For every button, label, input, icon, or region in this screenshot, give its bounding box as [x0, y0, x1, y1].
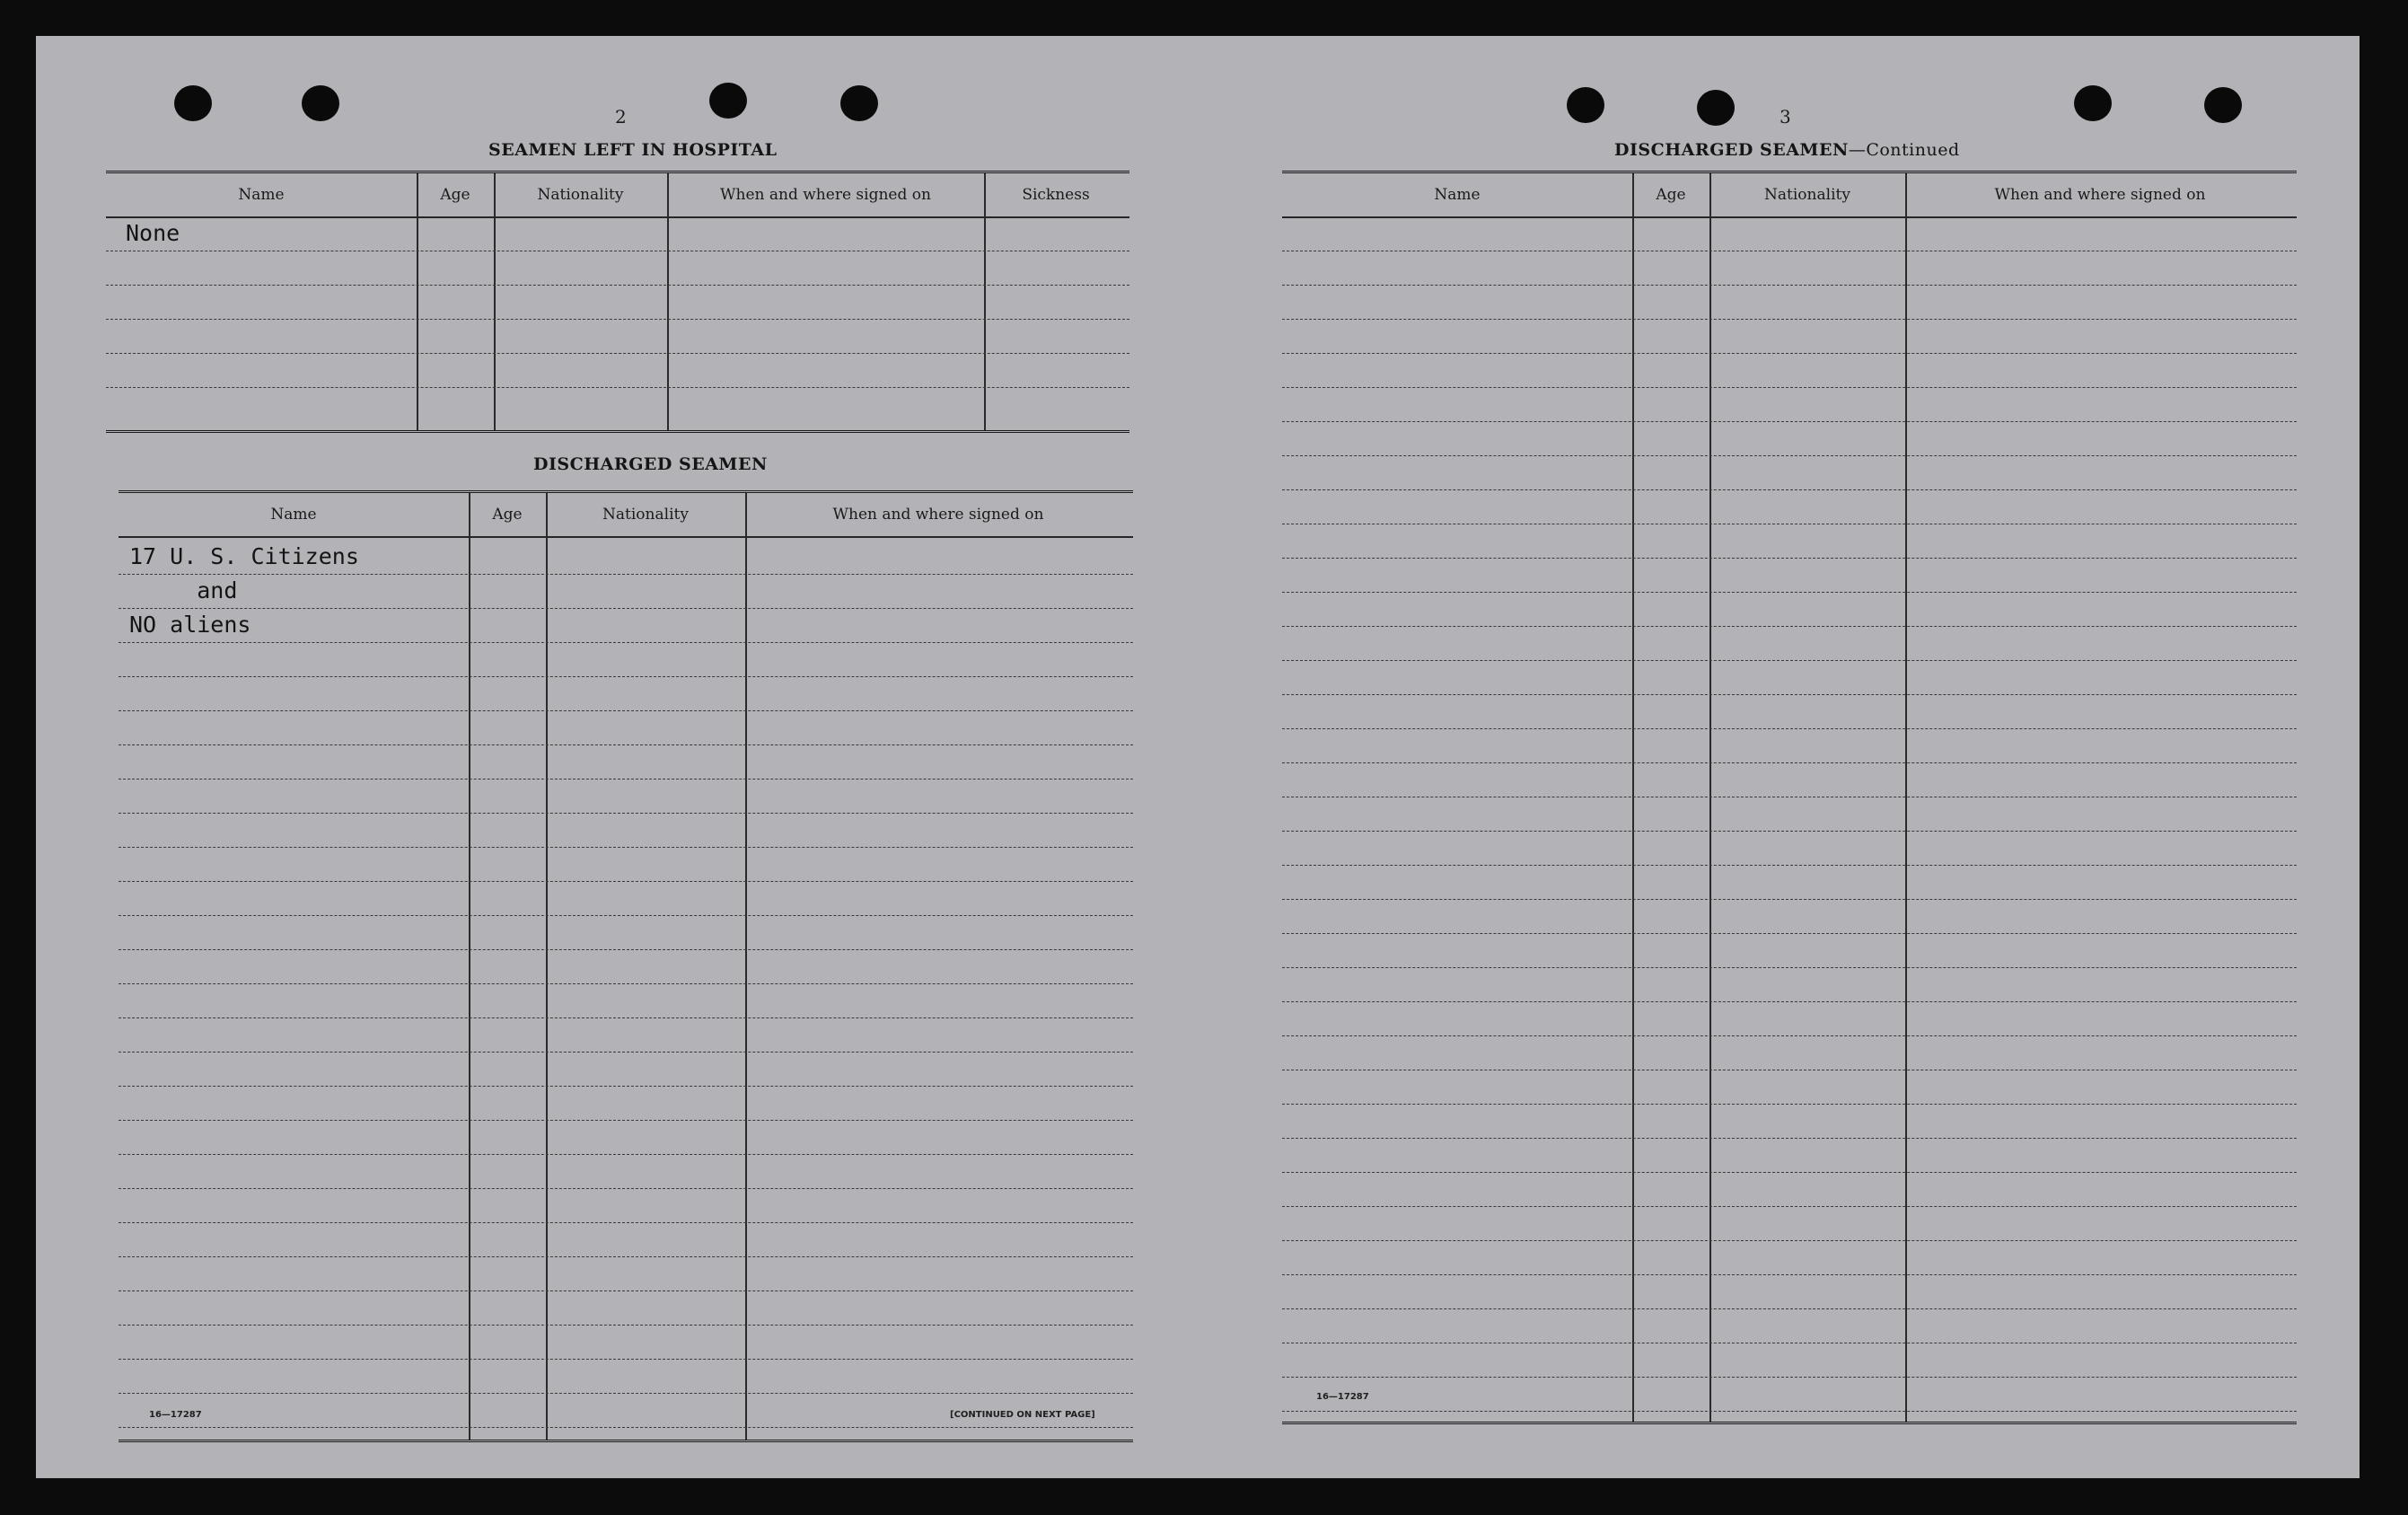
continued-table-header	[1282, 173, 2297, 218]
column-header-nationality: Nationality	[1764, 186, 1850, 204]
ruled-row	[1282, 319, 2297, 320]
column-divider	[667, 173, 669, 430]
discharged-continued-title	[1614, 140, 1960, 160]
ruled-row	[119, 915, 1133, 916]
document-sheet	[36, 36, 2360, 1478]
ruled-row	[106, 319, 1129, 320]
hospital-table-header	[106, 173, 1129, 218]
ruled-row	[119, 1427, 1133, 1428]
ruled-row	[1282, 967, 2297, 968]
ruled-row	[119, 1290, 1133, 1291]
discharged-table-header	[119, 493, 1133, 538]
ruled-row	[1282, 899, 2297, 900]
ruled-row	[119, 1052, 1133, 1053]
ruled-row	[119, 1017, 1133, 1018]
punch-hole	[302, 85, 339, 121]
ruled-row	[119, 744, 1133, 745]
ruled-row	[1282, 1206, 2297, 1207]
column-header-age: Age	[492, 506, 523, 524]
punch-hole	[2204, 87, 2242, 123]
ruled-row	[1282, 1240, 2297, 1241]
ruled-row	[119, 1086, 1133, 1087]
ruled-row	[119, 983, 1133, 984]
page-number-right: 3	[1780, 106, 1791, 128]
ruled-row	[1282, 1035, 2297, 1036]
discharged-entry-line: 17 U. S. Citizens	[129, 543, 359, 569]
column-header-signed-on: When and where signed on	[720, 186, 931, 204]
punch-hole	[1567, 87, 1604, 123]
column-header-age: Age	[440, 186, 470, 204]
ruled-row	[119, 949, 1133, 950]
punch-hole	[840, 85, 878, 121]
ruled-row	[119, 1222, 1133, 1223]
ruled-row	[1282, 387, 2297, 388]
page-number-left: 2	[615, 106, 627, 128]
column-divider	[417, 173, 418, 430]
punch-hole	[2074, 85, 2112, 121]
continued-note: [CONTINUED ON NEXT PAGE]	[950, 1410, 1095, 1420]
ruled-row	[1282, 592, 2297, 593]
title-main: DISCHARGED SEAMEN	[1614, 140, 1849, 160]
ruled-row	[119, 710, 1133, 711]
column-header-signed-on: When and where signed on	[832, 506, 1044, 524]
column-header-sickness: Sickness	[1022, 186, 1090, 204]
ruled-row	[1282, 933, 2297, 934]
ruled-row	[1282, 353, 2297, 354]
column-header-signed-on: When and where signed on	[1994, 186, 2206, 204]
ruled-row	[1282, 865, 2297, 866]
hospital-entry-none: None	[126, 220, 180, 246]
ruled-row	[1282, 1001, 2297, 1002]
punch-hole	[709, 83, 747, 119]
ruled-row	[119, 813, 1133, 814]
ruled-row	[106, 353, 1129, 354]
ruled-row	[119, 1154, 1133, 1155]
discharged-section-title: DISCHARGED SEAMEN	[533, 454, 768, 474]
ruled-row	[119, 608, 1133, 609]
ruled-row	[119, 1188, 1133, 1189]
discharged-continued-table	[1282, 171, 2297, 1424]
column-header-nationality: Nationality	[537, 186, 624, 204]
column-divider	[546, 493, 548, 1440]
ruled-row	[1282, 694, 2297, 695]
ruled-row	[1282, 728, 2297, 729]
ruled-row	[1282, 1411, 2297, 1412]
column-divider	[1632, 173, 1634, 1422]
ruled-row	[1282, 626, 2297, 627]
discharged-entry-line: and	[129, 577, 238, 603]
column-divider	[984, 173, 986, 430]
ruled-row	[1282, 1377, 2297, 1378]
ruled-row	[106, 285, 1129, 286]
ruled-row	[119, 847, 1133, 848]
ruled-row	[1282, 455, 2297, 456]
title-suffix: —Continued	[1848, 140, 1960, 160]
column-header-nationality: Nationality	[602, 506, 689, 524]
column-divider	[469, 493, 470, 1440]
ruled-row	[1282, 762, 2297, 763]
ruled-row	[1282, 831, 2297, 832]
discharged-entry-line: NO aliens	[129, 612, 251, 638]
ruled-row	[1282, 1308, 2297, 1309]
ruled-row	[119, 1359, 1133, 1360]
ruled-row	[1282, 1274, 2297, 1275]
column-header-name: Name	[1434, 186, 1481, 204]
ruled-row	[106, 387, 1129, 388]
ruled-row	[1282, 558, 2297, 559]
hospital-table	[106, 171, 1129, 433]
ruled-row	[1282, 285, 2297, 286]
ruled-row	[119, 1256, 1133, 1257]
ruled-row	[119, 574, 1133, 575]
form-number-left: 16—17287	[149, 1410, 202, 1420]
ruled-row	[1282, 1172, 2297, 1173]
ruled-row	[119, 642, 1133, 643]
ruled-row	[119, 1120, 1133, 1121]
ruled-row	[1282, 660, 2297, 661]
ruled-row	[119, 881, 1133, 882]
ruled-row	[119, 779, 1133, 780]
punch-hole	[1697, 90, 1735, 126]
ruled-row	[1282, 421, 2297, 422]
column-header-name: Name	[270, 506, 317, 524]
hospital-section-title: SEAMEN LEFT IN HOSPITAL	[488, 140, 778, 160]
punch-hole	[174, 85, 212, 121]
column-divider	[745, 493, 747, 1440]
form-number-right: 16—17287	[1316, 1392, 1369, 1402]
ruled-row	[1282, 1138, 2297, 1139]
ruled-row	[1282, 1104, 2297, 1105]
ruled-row	[119, 1393, 1133, 1394]
discharged-table	[119, 490, 1133, 1442]
column-divider	[494, 173, 496, 430]
ruled-row	[1282, 489, 2297, 490]
ruled-row	[119, 1325, 1133, 1326]
column-divider	[1905, 173, 1907, 1422]
column-header-name: Name	[238, 186, 285, 204]
ruled-row	[119, 676, 1133, 677]
column-header-age: Age	[1656, 186, 1686, 204]
column-divider	[1709, 173, 1711, 1422]
